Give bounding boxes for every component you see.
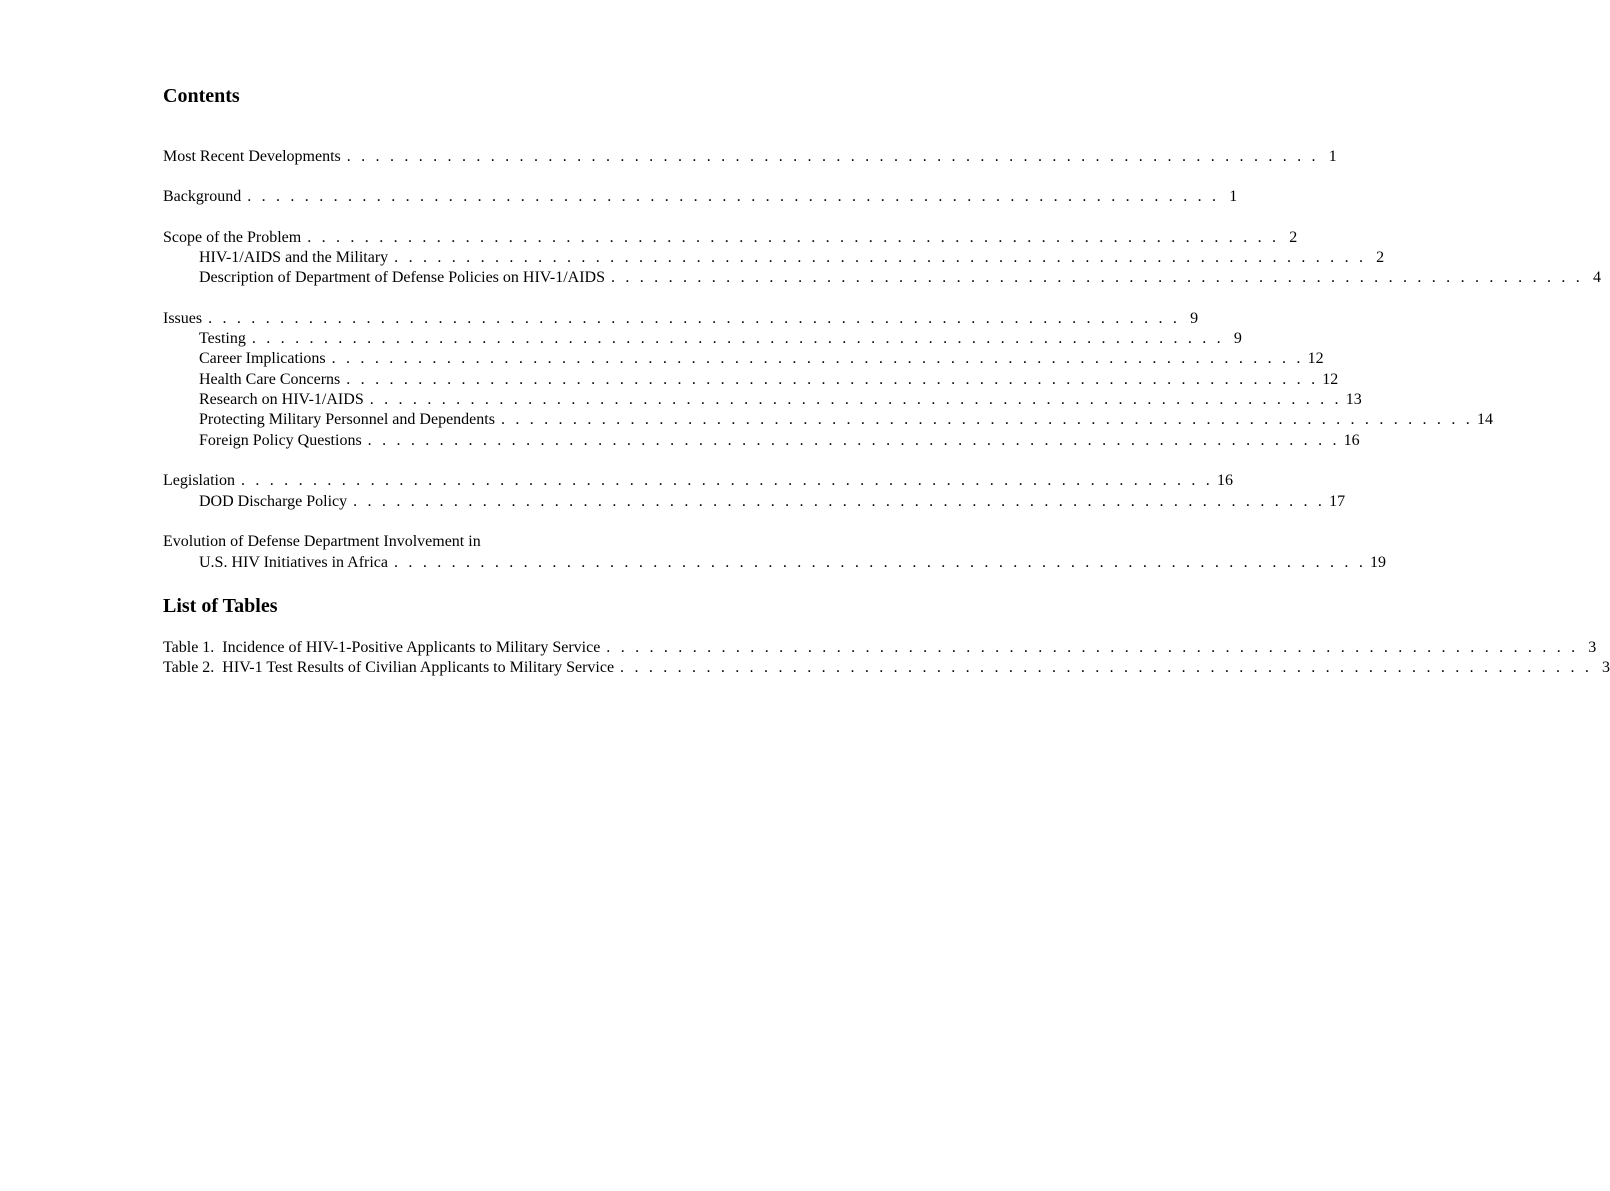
dot-leader: . . . . . . . . . . . . . . . . . . . . . . . . . . . . . . . . . . . . . . . . . . . . . . . . . . . . . . . . . . . . . . . . . . . . <box>620 659 1593 676</box>
toc-entry-page: 9 <box>1233 330 1242 347</box>
dot-leader: . . . . . . . . . . . . . . . . . . . . . . . . . . . . . . . . . . . . . . . . . . . . . . . . . . . . . . . . . . . . . . . . . . . . <box>346 148 1319 165</box>
toc-entry[interactable] <box>163 187 1238 207</box>
toc-subentry[interactable] <box>199 553 1387 573</box>
toc-subentry[interactable] <box>199 370 1339 390</box>
table-entry-title: Table 2. HIV-1 Test Results of Civilian Applicants to Military Service <box>163 659 615 676</box>
dot-leader: . . . . . . . . . . . . . . . . . . . . . . . . . . . . . . . . . . . . . . . . . . . . . . . . . . . . . . . . . . . . . . . . . . . . <box>394 554 1367 571</box>
toc-entry-title: Foreign Policy Questions <box>199 432 362 449</box>
toc-entry-title: Legislation <box>163 472 235 489</box>
dot-leader: . . . . . . . . . . . . . . . . . . . . . . . . . . . . . . . . . . . . . . . . . . . . . . . . . . . . . . . . . . . . . . . . . . . . <box>606 639 1579 656</box>
toc-entry-page: 4 <box>1592 269 1601 286</box>
toc-entry-page: 12 <box>1307 350 1324 367</box>
toc-entry-title: Scope of the Problem <box>163 229 302 246</box>
toc-subentry[interactable] <box>199 248 1385 268</box>
dot-leader: . . . . . . . . . . . . . . . . . . . . . . . . . . . . . . . . . . . . . . . . . . . . . . . . . . . . . . . . . . . . . . . . . . . . <box>208 310 1181 327</box>
toc-entry-page: 9 <box>1190 310 1199 327</box>
dot-leader: . . . . . . . . . . . . . . . . . . . . . . . . . . . . . . . . . . . . . . . . . . . . . . . . . . . . . . . . . . . . . . . . . . . . <box>346 371 1319 388</box>
dot-leader: . . . . . . . . . . . . . . . . . . . . . . . . . . . . . . . . . . . . . . . . . . . . . . . . . . . . . . . . . . . . . . . . . . . . <box>353 493 1326 510</box>
toc-entry-title: Issues <box>163 310 203 327</box>
table-entry[interactable] <box>163 638 1597 658</box>
toc-entry-page: 1 <box>1328 148 1337 165</box>
dot-leader: . . . . . . . . . . . . . . . . . . . . . . . . . . . . . . . . . . . . . . . . . . . . . . . . . . . . . . . . . . . . . . . . . . . . <box>367 432 1340 449</box>
toc-entry-page: 12 <box>1322 371 1339 388</box>
toc-subentry[interactable] <box>199 329 1242 349</box>
toc-entry-title: Most Recent Developments <box>163 148 341 165</box>
toc-subentry[interactable] <box>199 492 1346 512</box>
toc-subentry[interactable] <box>199 410 1493 430</box>
dot-leader: . . . . . . . . . . . . . . . . . . . . . . . . . . . . . . . . . . . . . . . . . . . . . . . . . . . . . . . . . . . . . . . . . . . . <box>247 188 1220 205</box>
list-of-tables-heading: List of Tables <box>163 595 278 617</box>
dot-leader: . . . . . . . . . . . . . . . . . . . . . . . . . . . . . . . . . . . . . . . . . . . . . . . . . . . . . . . . . . . . . . . . . . . . <box>251 330 1224 347</box>
toc-entry[interactable] <box>163 147 1337 167</box>
dot-leader: . . . . . . . . . . . . . . . . . . . . . . . . . . . . . . . . . . . . . . . . . . . . . . . . . . . . . . . . . . . . . . . . . . . . <box>610 269 1583 286</box>
toc-entry-page: 19 <box>1370 554 1387 571</box>
toc-entry-page: 16 <box>1343 432 1360 449</box>
toc-entry-page: 2 <box>1376 249 1385 266</box>
toc-entry-title-line[interactable]: Evolution of Defense Department Involvement in <box>163 533 481 550</box>
toc-entry-title: Career Implications <box>199 350 326 367</box>
dot-leader: . . . . . . . . . . . . . . . . . . . . . . . . . . . . . . . . . . . . . . . . . . . . . . . . . . . . . . . . . . . . . . . . . . . . <box>394 249 1367 266</box>
toc-entry-title: Background <box>163 188 242 205</box>
toc-subentry[interactable] <box>199 431 1360 451</box>
toc-subentry[interactable] <box>199 268 1601 288</box>
toc-entry-title: Protecting Military Personnel and Dependents <box>199 411 495 428</box>
table-entry-page: 3 <box>1602 659 1610 676</box>
dot-leader: . . . . . . . . . . . . . . . . . . . . . . . . . . . . . . . . . . . . . . . . . . . . . . . . . . . . . . . . . . . . . . . . . . . . <box>240 472 1213 489</box>
contents-heading: Contents <box>163 85 240 107</box>
toc-entry-title: U.S. HIV Initiatives in Africa <box>199 554 389 571</box>
toc-subentry[interactable] <box>199 390 1362 410</box>
toc-entry-page: 16 <box>1216 472 1233 489</box>
toc-entry-title: Description of Department of Defense Policies on HIV-1/AIDS <box>199 269 605 286</box>
toc-entry-title: Testing <box>199 330 246 347</box>
toc-entry[interactable] <box>163 309 1199 329</box>
table-entry-title: Table 1. Incidence of HIV-1-Positive Applicants to Military Service <box>163 639 601 656</box>
toc-entry-page: 1 <box>1229 188 1238 205</box>
toc-entry-page: 14 <box>1476 411 1493 428</box>
dot-leader: . . . . . . . . . . . . . . . . . . . . . . . . . . . . . . . . . . . . . . . . . . . . . . . . . . . . . . . . . . . . . . . . . . . . <box>307 229 1280 246</box>
toc-entry-title: Health Care Concerns <box>199 371 341 388</box>
toc-subentry[interactable] <box>199 349 1324 369</box>
toc-entry-page: 17 <box>1329 493 1346 510</box>
dot-leader: . . . . . . . . . . . . . . . . . . . . . . . . . . . . . . . . . . . . . . . . . . . . . . . . . . . . . . . . . . . . . . . . . . . . <box>369 391 1342 408</box>
toc-entry[interactable] <box>163 228 1298 248</box>
toc-entry-title: Research on HIV-1/AIDS <box>199 391 364 408</box>
toc-entry[interactable] <box>163 471 1233 491</box>
dot-leader: . . . . . . . . . . . . . . . . . . . . . . . . . . . . . . . . . . . . . . . . . . . . . . . . . . . . . . . . . . . . . . . . . . . . <box>331 350 1304 367</box>
toc-entry-page: 13 <box>1345 391 1362 408</box>
table-entry[interactable] <box>163 658 1610 678</box>
toc-entry-title: DOD Discharge Policy <box>199 493 348 510</box>
dot-leader: . . . . . . . . . . . . . . . . . . . . . . . . . . . . . . . . . . . . . . . . . . . . . . . . . . . . . . . . . . . . . . . . . . . . <box>500 411 1473 428</box>
table-entry-page: 3 <box>1588 639 1597 656</box>
toc-entry-title: HIV-1/AIDS and the Military <box>199 249 389 266</box>
toc-entry-page: 2 <box>1289 229 1298 246</box>
